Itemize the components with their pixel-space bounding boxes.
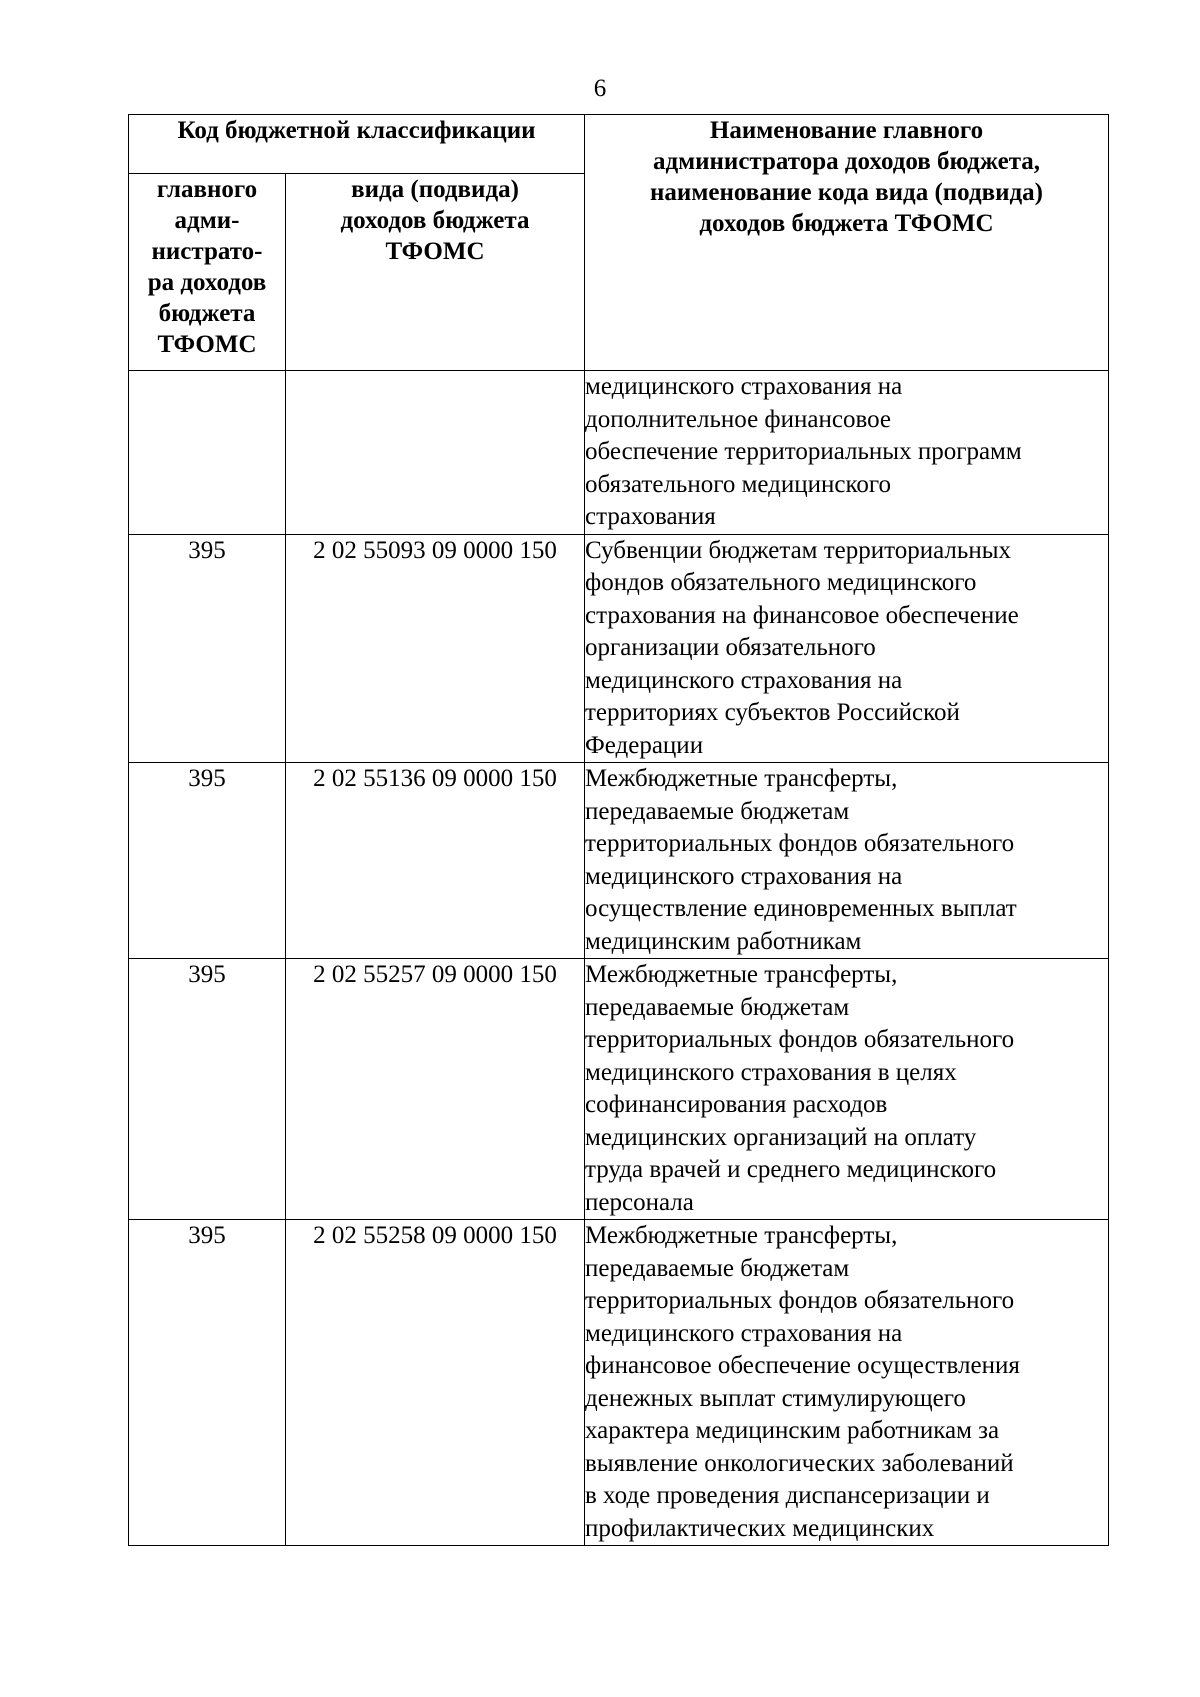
header-line: ТФОМС <box>385 238 485 265</box>
income-code-cell: 2 02 55258 09 0000 150 <box>286 1220 585 1546</box>
name-line: передаваемые бюджетам <box>585 797 850 825</box>
name-line: фондов обязательного медицинского <box>585 569 977 596</box>
name-line: в ходе проведения диспансеризации и <box>585 1482 990 1509</box>
header-line: доходов бюджета <box>340 207 530 234</box>
name-line: финансовое обеспечение осуществления <box>585 1352 1020 1379</box>
name-line: обеспечение территориальных программ <box>585 438 1022 465</box>
name-line: Межбюджетные трансферты, <box>585 1222 898 1249</box>
name-line: медицинских организаций на оплату <box>585 1123 977 1151</box>
name-line: софинансирования расходов <box>585 1091 888 1118</box>
name-line: территориях субъектов Российской <box>585 699 960 726</box>
name-line: территориальных фондов обязательного <box>585 1287 1015 1314</box>
admin-code-cell <box>129 371 286 535</box>
income-name-cell <box>585 371 1109 535</box>
header-line: вида (подвида) <box>351 176 519 203</box>
income-name-cell <box>585 959 1109 1220</box>
name-line: медицинского страхования на <box>585 666 903 694</box>
name-line: осуществление единовременных выплат <box>585 895 1017 922</box>
income-code-cell <box>286 371 585 535</box>
name-line: персонала <box>585 1188 694 1216</box>
table-row <box>129 371 1109 535</box>
name-line: профилактических медицинских <box>585 1514 935 1542</box>
table-row <box>129 763 1109 959</box>
income-name-cell <box>585 1220 1109 1546</box>
income-name-cell <box>585 534 1109 763</box>
table-header <box>129 115 1109 371</box>
name-line: передаваемые бюджетам <box>585 1254 850 1282</box>
table-row <box>129 534 1109 763</box>
name-line: характера медицинским работникам за <box>585 1417 1000 1444</box>
budget-classification-table <box>128 114 1109 1546</box>
table-row <box>129 1220 1109 1546</box>
name-line: Субвенции бюджетам территориальных <box>585 536 1011 564</box>
name-line: Межбюджетные трансферты, <box>585 765 898 792</box>
name-column-header <box>585 115 1109 371</box>
table-row <box>129 959 1109 1220</box>
name-line: передаваемые бюджетам <box>585 993 850 1021</box>
name-line: медицинского страхования на <box>585 862 903 890</box>
income-code-cell: 2 02 55093 09 0000 150 <box>286 534 585 763</box>
income-name-cell <box>585 763 1109 959</box>
header-line: администратора доходов бюджета, <box>652 148 1041 175</box>
admin-code-cell: 395 <box>129 534 286 763</box>
header-line: бюджета <box>158 300 256 327</box>
name-line: страхования <box>585 503 716 530</box>
name-line: труда врачей и среднего медицинского <box>585 1156 997 1183</box>
name-line: медицинского страхования на <box>585 373 903 400</box>
income-code-cell: 2 02 55136 09 0000 150 <box>286 763 585 959</box>
admin-code-cell: 395 <box>129 959 286 1220</box>
admin-code-cell: 395 <box>129 1220 286 1546</box>
header-line: адми- <box>174 207 240 234</box>
name-line: обязательного медицинского <box>585 470 892 498</box>
name-line: дополнительное финансовое <box>585 405 891 433</box>
name-line: Межбюджетные трансферты, <box>585 961 898 988</box>
page-number: 6 <box>593 75 607 102</box>
header-line: ра доходов <box>147 269 267 296</box>
kbk-group-header: Код бюджетной классификации <box>129 115 585 174</box>
header-line: нистрато- <box>151 238 263 265</box>
name-line: выявление онкологических заболеваний <box>585 1449 1014 1477</box>
admin-code-cell: 395 <box>129 763 286 959</box>
name-line: медицинским работникам <box>585 927 862 955</box>
header-line: главного <box>156 176 258 203</box>
name-line: медицинского страхования на <box>585 1319 903 1347</box>
admin-column-header <box>129 174 286 371</box>
name-line: денежных выплат стимулирующего <box>585 1384 966 1412</box>
header-line: Наименование главного <box>709 117 984 144</box>
header-line: доходов бюджета ТФОМС <box>699 210 994 237</box>
table-body <box>129 371 1109 1546</box>
kind-column-header <box>286 174 585 371</box>
header-line: ТФОМС <box>157 331 257 358</box>
income-code-cell: 2 02 55257 09 0000 150 <box>286 959 585 1220</box>
name-line: территориальных фондов обязательного <box>585 1026 1015 1053</box>
name-line: организации обязательного <box>585 634 876 661</box>
name-line: Федерации <box>585 731 704 759</box>
header-line: наименование кода вида (подвида) <box>650 179 1043 206</box>
name-line: страхования на финансовое обеспечение <box>585 601 1019 629</box>
name-line: медицинского страхования в целях <box>585 1058 957 1086</box>
name-line: территориальных фондов обязательного <box>585 830 1015 857</box>
